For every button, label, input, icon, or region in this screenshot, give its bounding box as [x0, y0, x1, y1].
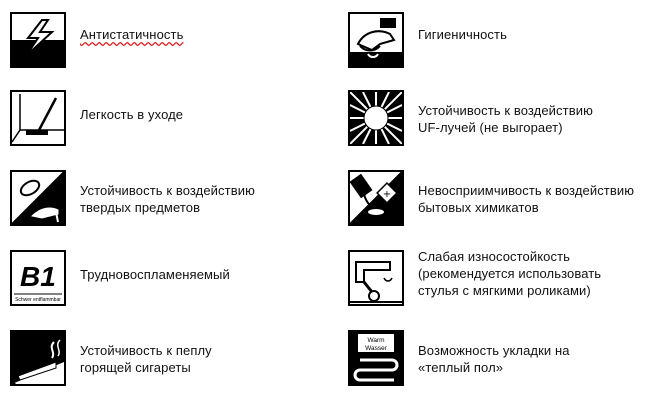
feature-label: Возможность укладки на «теплый пол» — [418, 343, 570, 375]
feature-antistatic — [10, 12, 183, 68]
lightning-icon — [10, 12, 66, 68]
hand-wiping-icon — [348, 12, 404, 68]
feature-fire — [10, 250, 230, 306]
cigarette-icon — [10, 330, 66, 386]
feature-label: Легкость в уходе — [80, 107, 184, 122]
feature-label: Слабая износостойкость (рекомендуется использовать стулья с мягкими роликами) — [418, 249, 602, 298]
feature-impact — [10, 170, 255, 226]
b1-small-text: Schwer entflammbar — [15, 297, 61, 303]
feature-label: Антистатичность — [80, 27, 184, 42]
underfloor-heating-icon — [348, 330, 404, 386]
feature-underfloor-heating — [348, 330, 570, 386]
svg-text:+: + — [382, 189, 392, 200]
high-heel-icon — [10, 170, 66, 226]
mop-icon — [10, 90, 66, 146]
feature-label: Трудновоспламеняемый — [80, 267, 230, 282]
feature-label: Устойчивость к воздействию UF-лучей (не выгорает) — [418, 103, 593, 135]
feature-label: Устойчивость к пеплу горящей сигареты — [80, 343, 212, 375]
feature-label: Устойчивость к воздействию твердых предметов — [80, 183, 255, 215]
chemical-bottle-icon — [348, 170, 404, 226]
feature-chemicals — [348, 170, 634, 226]
wasser-text: Wasser — [365, 345, 387, 352]
b1-big-text: B1 — [20, 261, 56, 292]
feature-uv — [348, 90, 593, 146]
feature-cigarette — [10, 330, 212, 386]
chair-caster-icon — [348, 250, 404, 306]
sun-rays-icon — [348, 90, 404, 146]
feature-hygiene — [348, 12, 507, 68]
warm-text: Warm — [367, 337, 385, 344]
b1-rating-icon — [10, 250, 66, 306]
feature-wear — [348, 250, 601, 306]
feature-easy-care — [10, 90, 183, 146]
feature-label: Гигиеничность — [418, 27, 507, 42]
feature-label: Невосприимчивость к воздействию бытовых химикатов — [418, 183, 635, 215]
